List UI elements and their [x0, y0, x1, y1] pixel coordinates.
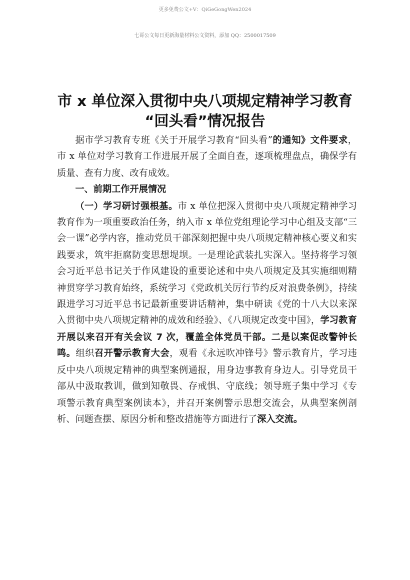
intro-paragraph	[57, 133, 357, 182]
intro-text-1: 据市学习教育专班《关于开展学习教育“回头看”	[75, 136, 273, 146]
paragraph-text-3: ，观看《永远吹冲锋号》警示教育片，学习违反中央八项规定精神的典型案例通报，用身边事教育身边人。引导党员干部从中汲取教训，做到知敬畏、存戒惧、守底线；领导班子集中学习《专项警示教育典型案例读本》，并召开案例警示思想交流会，从典型案例剖析、问题查摆、原因分析和整改措施等方面进行了	[57, 349, 357, 425]
paragraph-lead: （一）学习研讨强根基。	[75, 201, 178, 212]
watermark-text: 更多免费公文+V：QiGeGongWen2024	[158, 7, 252, 13]
document-body	[57, 133, 357, 428]
paragraph-bold-3: 深入交流。	[257, 414, 303, 425]
paragraph-text-1: 市 x 单位把深入贯彻中央八项规定精神学习教育作为一项重要政治任务，纳入市 x 单位党组理论学习中心组及支部“三会一课”必学内容，推动党员干部深刻把握中央八项规定精神核心要义和实践要求，筑牢拒腐防变思想堤坝。一是理论武装扎实深入。坚持将学习领会习近平总书记关于作风建设的重要论述和中央八项规定及其实施细则精神贯穿学习教育始终，系统学习《党政机关厉行节约反对浪费条例》，持续跟进学习习近平总书记最新重要讲话精神，集中研读《党的十八大以来深入贯彻中央八项规定精神的成效和经验》、《八项规定改变中国》，	[57, 201, 357, 327]
document-title-line-2: “回头看”情况报告	[144, 114, 266, 130]
paragraph-study	[57, 199, 357, 429]
paragraph-bold-1: 学习教育开展以来召开有关会议 7 次，覆盖全体党员干部。二是以案促改警钟长鸣。	[57, 316, 357, 360]
document-title-line-1: 市 x 单位深入贯彻中央八项规定精神学习教育	[57, 94, 353, 110]
intro-text-2: ，市 x 单位对学习教育工作进展开展了全面自查，逐项梳理盘点，确保学有质量、查有力度、改有成效。	[57, 136, 357, 179]
paragraph-bold-2: 召开警示教育大会	[94, 349, 170, 360]
contact-note: 七哥公文每日更新海量材料公文资料，添加 QQ：2500017509	[134, 33, 276, 39]
intro-bold-notice: 的通知》文件要求	[272, 136, 348, 146]
section-heading-1: 一、前期工作开展情况	[75, 185, 167, 196]
paragraph-text-2: 组织	[75, 349, 95, 360]
